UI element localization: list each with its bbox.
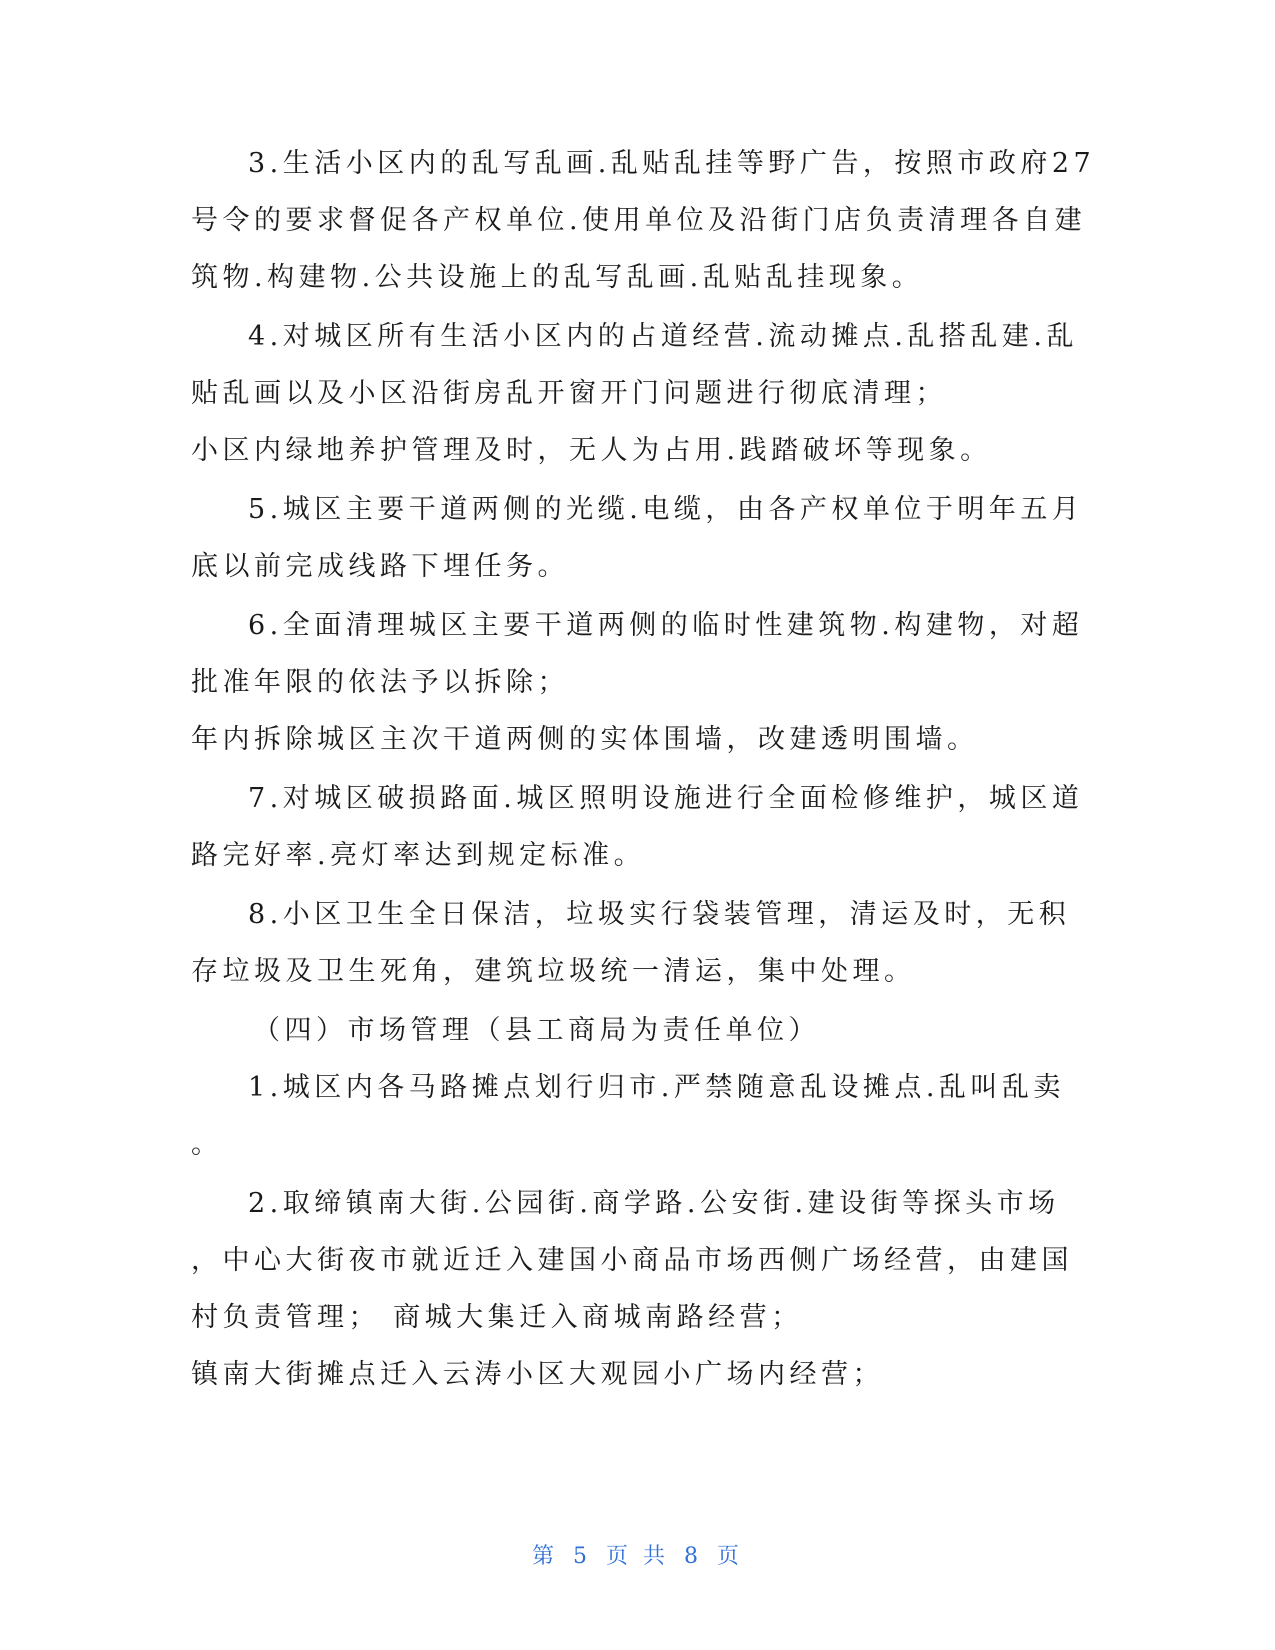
market-item-2-line-3: 村负责管理； 商城大集迁入商城南路经营；: [191, 1302, 803, 1333]
paragraph-4-line-2: 贴乱画以及小区沿街房乱开窗开门问题进行彻底清理；: [191, 378, 947, 409]
footer-suffix: 页: [717, 1544, 744, 1569]
footer-middle: 页 共: [606, 1544, 669, 1569]
footer-current-page: 5: [573, 1544, 591, 1569]
market-item-1-line-1: 1.城区内各马路摊点划行归市.严禁随意乱设摊点.乱叫乱卖: [248, 1072, 1065, 1103]
paragraph-6-line-1: 6.全面清理城区主要干道两侧的临时性建筑物.构建物，对超: [248, 610, 1084, 641]
paragraph-7-line-1: 7.对城区破损路面.城区照明设施进行全面检修维护，城区道: [248, 783, 1084, 814]
page-footer: [0, 1542, 1275, 1572]
paragraph-6-line-2: 批准年限的依法予以拆除；: [191, 667, 569, 698]
paragraph-6-line-3: 年内拆除城区主次干道两侧的实体围墙，改建透明围墙。: [191, 724, 979, 755]
paragraph-8-line-2: 存垃圾及卫生死角，建筑垃圾统一清运，集中处理。: [191, 956, 916, 987]
paragraph-3-line-2: 号令的要求督促各产权单位.使用单位及沿街门店负责清理各自建: [191, 205, 1087, 236]
market-item-1-line-2: 。: [191, 1129, 223, 1160]
paragraph-4-line-1: 4.对城区所有生活小区内的占道经营.流动摊点.乱搭乱建.乱: [248, 321, 1079, 352]
paragraph-5-line-1: 5.城区主要干道两侧的光缆.电缆，由各产权单位于明年五月: [248, 494, 1084, 525]
market-item-2-line-4: 镇南大街摊点迁入云涛小区大观园小广场内经营；: [191, 1359, 884, 1390]
paragraph-5-line-2: 底以前完成线路下埋任务。: [191, 551, 569, 582]
market-item-2-line-2: ，中心大街夜市就近迁入建国小商品市场西侧广场经营，由建国: [191, 1245, 1073, 1276]
paragraph-7-line-2: 路完好率.亮灯率达到规定标准。: [191, 840, 646, 871]
market-item-2-line-1: 2.取缔镇南大街.公园街.商学路.公安街.建设街等探头市场: [248, 1188, 1060, 1219]
paragraph-4-line-3: 小区内绿地养护管理及时，无人为占用.践踏破坏等现象。: [191, 435, 992, 466]
paragraph-8-line-1: 8.小区卫生全日保洁，垃圾实行袋装管理，清运及时，无积: [248, 899, 1071, 930]
footer-total-pages: 8: [684, 1544, 702, 1569]
footer-prefix: 第: [531, 1544, 558, 1569]
section-heading-market: （四）市场管理（县工商局为责任单位）: [253, 1015, 820, 1046]
paragraph-3-line-1: 3.生活小区内的乱写乱画.乱贴乱挂等野广告，按照市政府27: [248, 148, 1096, 179]
paragraph-3-line-3: 筑物.构建物.公共设施上的乱写乱画.乱贴乱挂现象。: [191, 262, 924, 293]
